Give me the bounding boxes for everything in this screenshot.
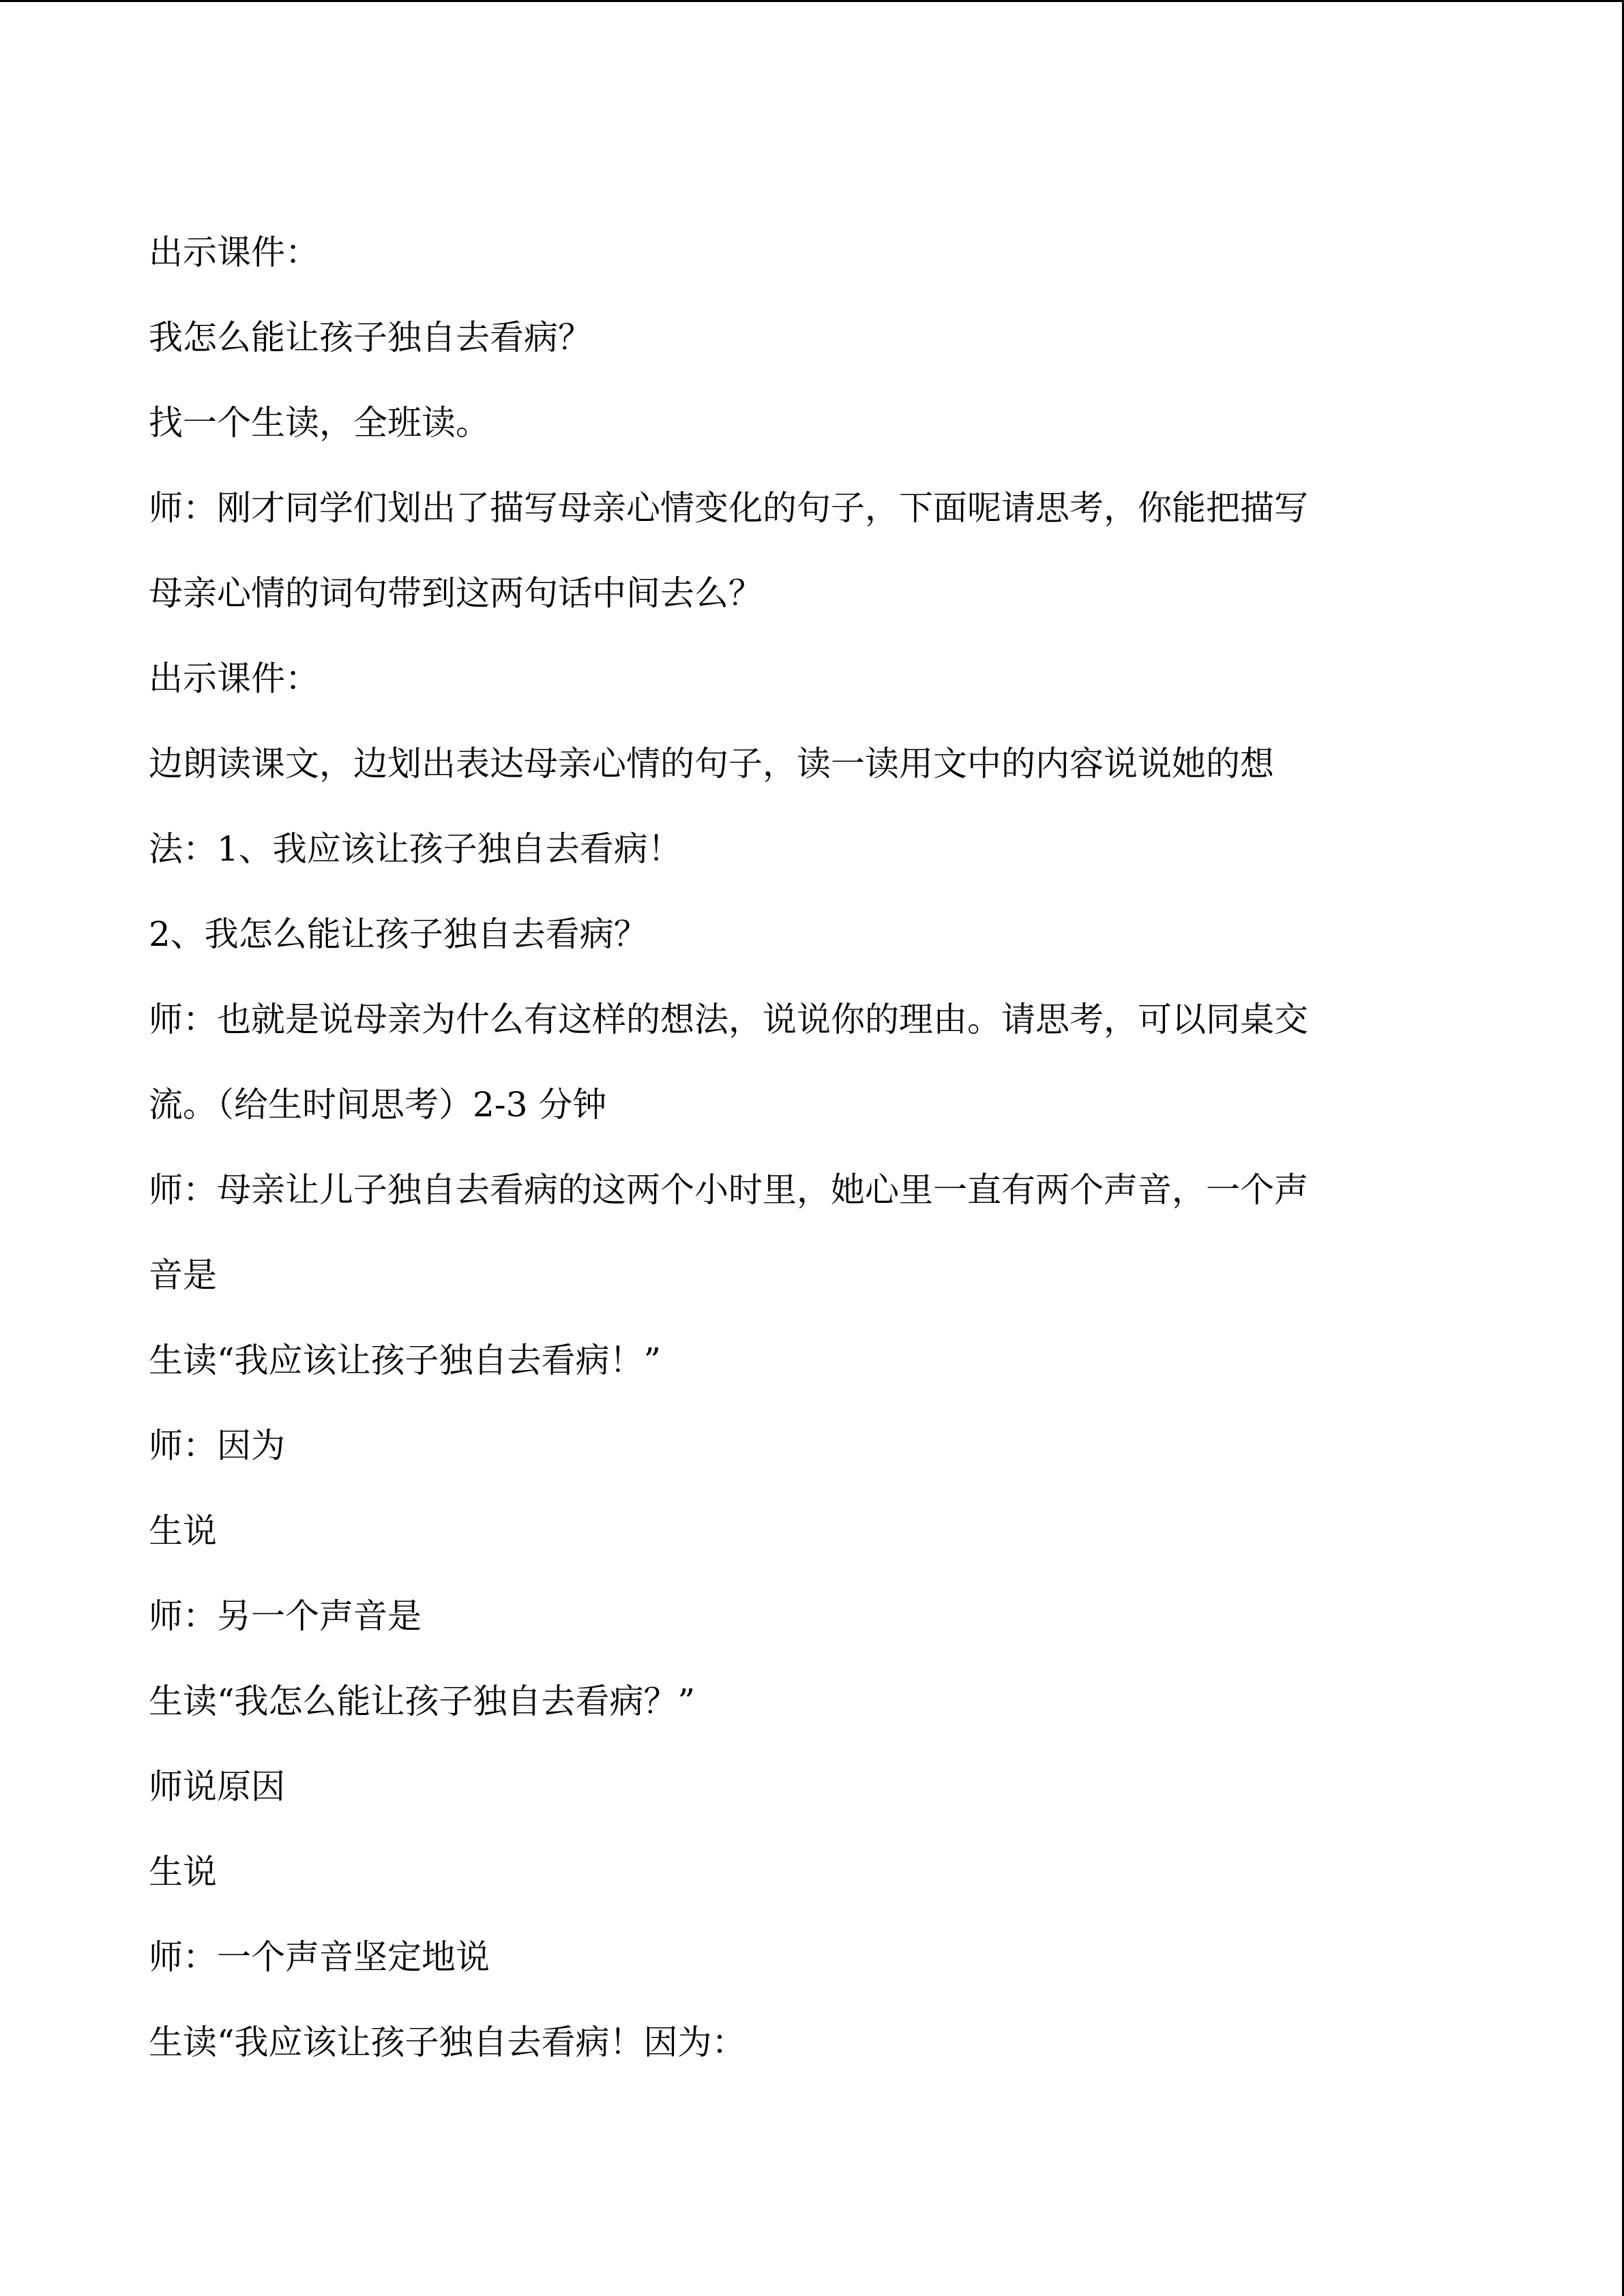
text-line: 出示课件： <box>149 233 319 272</box>
text-line: 生说 <box>149 1511 217 1551</box>
text-line: 生读“我应该让孩子独自去看病！” <box>149 1341 662 1380</box>
text-line: 生读“我应该让孩子独自去看病！因为： <box>149 2023 746 2062</box>
text-line: 2、我怎么能让孩子独自去看病？ <box>149 914 648 954</box>
text-line: 生说 <box>149 1852 217 1892</box>
text-line: 师说原因 <box>149 1767 285 1806</box>
text-line: 师：刚才同学们划出了描写母亲心情变化的句子，下面呢请思考，你能把描写 <box>149 488 1308 528</box>
text-line: 我怎么能让孩子独自去看病？ <box>149 318 592 357</box>
text-line: 音是 <box>149 1255 217 1295</box>
text-line: 师：另一个声音是 <box>149 1596 422 1636</box>
text-line: 师：母亲让儿子独自去看病的这两个小时里，她心里一直有两个声音，一个声 <box>149 1170 1308 1210</box>
text-line: 出示课件： <box>149 659 319 698</box>
text-line: 流。（给生时间思考）2-3 分钟 <box>149 1085 607 1124</box>
text-line: 法：1、我应该让孩子独自去看病！ <box>149 829 682 869</box>
text-line: 生读“我怎么能让孩子独自去看病？” <box>149 1682 696 1721</box>
text-line: 母亲心情的词句带到这两句话中间去么？ <box>149 573 763 613</box>
text-line: 边朗读课文，边划出表达母亲心情的句子，读一读用文中的内容说说她的想 <box>149 744 1274 784</box>
document-body <box>149 210 1451 2085</box>
text-line: 师：也就是说母亲为什么有这样的想法，说说你的理由。请思考，可以同桌交 <box>149 1000 1308 1039</box>
text-line: 师：因为 <box>149 1426 285 1465</box>
text-line: 师：一个声音坚定地说 <box>149 1937 490 1977</box>
text-line: 找一个生读，全班读。 <box>149 403 490 443</box>
